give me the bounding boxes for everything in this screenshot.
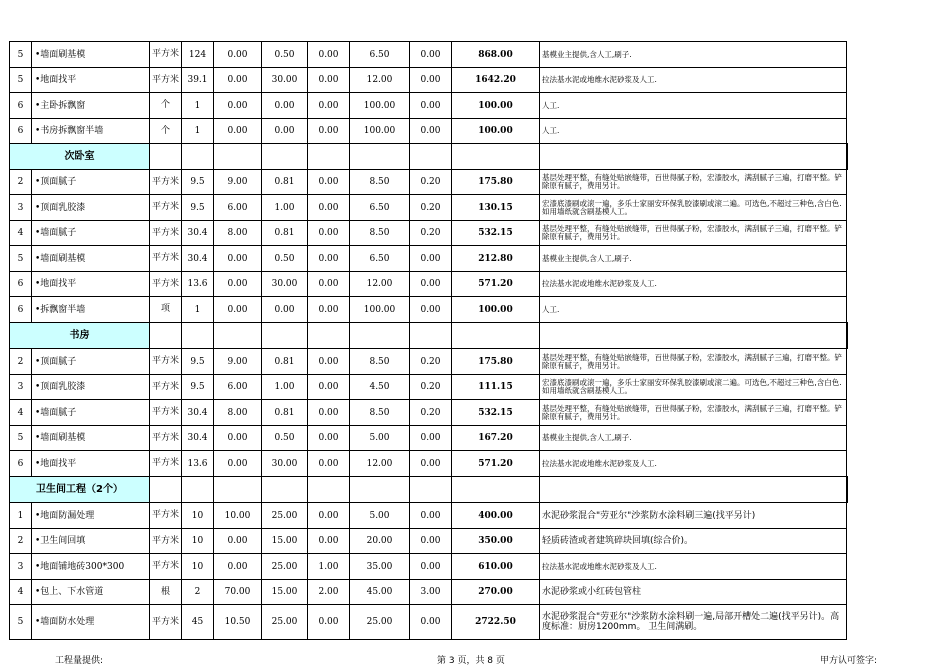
quantity: 2 — [182, 580, 214, 605]
row-number: 5 — [10, 42, 32, 68]
price-loss: 3.00 — [410, 580, 452, 605]
price-aux-material: 0.00 — [262, 93, 308, 119]
table-row — [10, 93, 847, 119]
price-aux-material: 0.00 — [262, 297, 308, 323]
price-loss: 0.20 — [410, 375, 452, 400]
item-name: •主卧拆飘窗 — [32, 93, 150, 119]
price-main-material: 0.00 — [214, 119, 262, 144]
row-number: 2 — [10, 349, 32, 375]
material-note: 基层处理平整，有缝处贴嵌缝带，百世得腻子粉，宏漆胶水，满刮腻子三遍，打磨平整。铲除原有腻子，费用另计。 — [540, 170, 847, 195]
price-machine: 0.00 — [308, 451, 350, 477]
empty-cell — [182, 144, 214, 170]
item-name: •地面铺地砖300*300 — [32, 554, 150, 580]
quantity: 30.4 — [182, 246, 214, 272]
empty-cell — [214, 477, 262, 503]
row-number: 5 — [10, 426, 32, 451]
table-row — [10, 272, 847, 297]
row-number: 5 — [10, 246, 32, 272]
empty-cell — [150, 477, 182, 503]
item-name: •墙面刷基模 — [32, 426, 150, 451]
material-note: 水泥砂浆或小红砖包管柱 — [540, 580, 847, 605]
unit: 个 — [150, 119, 182, 144]
item-name: •地面找平 — [32, 451, 150, 477]
row-number: 4 — [10, 221, 32, 246]
price-aux-material: 25.00 — [262, 605, 308, 640]
price-machine: 0.00 — [308, 195, 350, 221]
price-machine: 0.00 — [308, 68, 350, 93]
empty-cell — [182, 323, 214, 349]
table-row — [10, 400, 847, 426]
unit: 平方米 — [150, 451, 182, 477]
price-main-material: 10.00 — [214, 503, 262, 529]
price-main-material: 10.50 — [214, 605, 262, 640]
unit: 平方米 — [150, 529, 182, 554]
total-amount: 100.00 — [452, 297, 540, 323]
empty-cell — [150, 323, 182, 349]
material-note: 拉法基水泥或地维水泥砂浆及人工. — [540, 554, 847, 580]
price-loss: 0.00 — [410, 68, 452, 93]
total-amount: 532.15 — [452, 400, 540, 426]
price-aux-material: 1.00 — [262, 195, 308, 221]
unit: 平方米 — [150, 554, 182, 580]
empty-cell — [452, 477, 540, 503]
price-labor: 5.00 — [350, 426, 410, 451]
price-loss: 0.00 — [410, 246, 452, 272]
unit: 平方米 — [150, 221, 182, 246]
price-machine: 0.00 — [308, 272, 350, 297]
row-number: 5 — [10, 605, 32, 640]
price-main-material: 9.00 — [214, 170, 262, 195]
quote-table — [9, 41, 848, 640]
quantity: 10 — [182, 529, 214, 554]
material-note: 轻质砖渣或者建筑碎块回填(综合价)。 — [540, 529, 847, 554]
price-aux-material: 1.00 — [262, 375, 308, 400]
price-loss: 0.00 — [410, 93, 452, 119]
section-header — [10, 323, 847, 349]
material-note: 基模业主提供,含人工,刷子. — [540, 246, 847, 272]
total-amount: 175.80 — [452, 349, 540, 375]
section-header — [10, 477, 847, 503]
price-main-material: 8.00 — [214, 221, 262, 246]
empty-cell — [214, 323, 262, 349]
price-machine: 0.00 — [308, 221, 350, 246]
item-name: •顶面腻子 — [32, 170, 150, 195]
price-labor: 100.00 — [350, 297, 410, 323]
empty-cell — [150, 144, 182, 170]
item-name: •墙面腻子 — [32, 221, 150, 246]
table-row — [10, 580, 847, 605]
total-amount: 100.00 — [452, 93, 540, 119]
price-loss: 0.00 — [410, 554, 452, 580]
price-loss: 0.00 — [410, 272, 452, 297]
unit: 平方米 — [150, 400, 182, 426]
material-note: 人工. — [540, 297, 847, 323]
price-loss: 0.00 — [410, 605, 452, 640]
table-row — [10, 42, 847, 68]
item-name: •卫生间回填 — [32, 529, 150, 554]
price-machine: 0.00 — [308, 349, 350, 375]
empty-cell — [410, 144, 452, 170]
material-note: 拉法基水泥或地维水泥砂浆及人工. — [540, 272, 847, 297]
section-title: 书房 — [10, 323, 150, 349]
row-number: 1 — [10, 503, 32, 529]
quantity: 13.6 — [182, 451, 214, 477]
price-labor: 8.50 — [350, 400, 410, 426]
material-note: 拉法基水泥或地维水泥砂浆及人工. — [540, 451, 847, 477]
item-name: •拆飘窗半墙 — [32, 297, 150, 323]
total-amount: 175.80 — [452, 170, 540, 195]
unit: 个 — [150, 93, 182, 119]
table-row — [10, 451, 847, 477]
quantity: 1 — [182, 119, 214, 144]
price-machine: 0.00 — [308, 246, 350, 272]
material-note: 宏漆底漆刷或滚一遍，多乐士家丽安环保乳胶漆刷或滚二遍。可选色,不超过三种色,含白色.如用墙纸就含刷基模人工。 — [540, 195, 847, 221]
item-name: •墙面腻子 — [32, 400, 150, 426]
price-main-material: 0.00 — [214, 42, 262, 68]
material-note: 基层处理平整，有缝处贴嵌缝带，百世得腻子粉，宏漆胶水，满刮腻子三遍，打磨平整。铲除原有腻子，费用另计。 — [540, 400, 847, 426]
price-labor: 12.00 — [350, 451, 410, 477]
total-amount: 868.00 — [452, 42, 540, 68]
footer-left: 工程量提供: — [55, 656, 104, 666]
price-labor: 8.50 — [350, 349, 410, 375]
quantity: 9.5 — [182, 170, 214, 195]
row-number: 4 — [10, 580, 32, 605]
table-row — [10, 170, 847, 195]
price-labor: 45.00 — [350, 580, 410, 605]
empty-cell — [540, 477, 847, 503]
row-number: 6 — [10, 297, 32, 323]
price-machine: 0.00 — [308, 297, 350, 323]
total-amount: 270.00 — [452, 580, 540, 605]
price-labor: 5.00 — [350, 503, 410, 529]
empty-cell — [350, 144, 410, 170]
unit: 平方米 — [150, 68, 182, 93]
price-main-material: 0.00 — [214, 68, 262, 93]
price-machine: 0.00 — [308, 426, 350, 451]
empty-cell — [308, 144, 350, 170]
unit: 平方米 — [150, 42, 182, 68]
total-amount: 111.15 — [452, 375, 540, 400]
price-labor: 35.00 — [350, 554, 410, 580]
material-note: 基层处理平整，有缝处贴嵌缝带，百世得腻子粉，宏漆胶水，满刮腻子三遍，打磨平整。铲除原有腻子，费用另计。 — [540, 349, 847, 375]
empty-cell — [350, 323, 410, 349]
footer-right: 甲方认可签字: — [820, 656, 878, 666]
table-row — [10, 554, 847, 580]
price-loss: 0.00 — [410, 503, 452, 529]
quantity: 39.1 — [182, 68, 214, 93]
price-main-material: 6.00 — [214, 195, 262, 221]
quantity: 45 — [182, 605, 214, 640]
total-amount: 1642.20 — [452, 68, 540, 93]
total-amount: 571.20 — [452, 272, 540, 297]
price-main-material: 6.00 — [214, 375, 262, 400]
price-main-material: 0.00 — [214, 246, 262, 272]
item-name: •包上、下水管道 — [32, 580, 150, 605]
quantity: 10 — [182, 554, 214, 580]
item-name: •墙面防水处理 — [32, 605, 150, 640]
price-machine: 2.00 — [308, 580, 350, 605]
price-labor: 8.50 — [350, 170, 410, 195]
price-labor: 6.50 — [350, 246, 410, 272]
empty-cell — [410, 477, 452, 503]
price-labor: 25.00 — [350, 605, 410, 640]
section-header — [10, 144, 847, 170]
quantity: 9.5 — [182, 349, 214, 375]
table-row — [10, 221, 847, 246]
row-number: 4 — [10, 400, 32, 426]
empty-cell — [540, 144, 847, 170]
unit: 平方米 — [150, 349, 182, 375]
material-note: 基模业主提供,含人工,刷子. — [540, 426, 847, 451]
table-row — [10, 119, 847, 144]
empty-cell — [308, 323, 350, 349]
price-aux-material: 0.81 — [262, 400, 308, 426]
material-note: 水泥砂浆混合"劳亚尔"沙浆防水涂料刷三遍(找平另计) — [540, 503, 847, 529]
price-loss: 0.00 — [410, 426, 452, 451]
price-aux-material: 0.00 — [262, 119, 308, 144]
total-amount: 400.00 — [452, 503, 540, 529]
unit: 平方米 — [150, 246, 182, 272]
total-amount: 610.00 — [452, 554, 540, 580]
quantity: 30.4 — [182, 426, 214, 451]
item-name: •地面找平 — [32, 68, 150, 93]
empty-cell — [308, 477, 350, 503]
table-row — [10, 605, 847, 640]
material-note: 拉法基水泥或地维水泥砂浆及人工. — [540, 68, 847, 93]
section-title: 次卧室 — [10, 144, 150, 170]
quantity: 30.4 — [182, 400, 214, 426]
unit: 平方米 — [150, 170, 182, 195]
price-machine: 0.00 — [308, 119, 350, 144]
price-machine: 1.00 — [308, 554, 350, 580]
row-number: 6 — [10, 272, 32, 297]
material-note: 基模业主提供,含人工,刷子. — [540, 42, 847, 68]
quantity: 9.5 — [182, 195, 214, 221]
quantity: 13.6 — [182, 272, 214, 297]
price-loss: 0.00 — [410, 42, 452, 68]
empty-cell — [182, 477, 214, 503]
empty-cell — [452, 323, 540, 349]
price-labor: 12.00 — [350, 272, 410, 297]
row-number: 6 — [10, 119, 32, 144]
price-aux-material: 25.00 — [262, 554, 308, 580]
price-aux-material: 0.81 — [262, 221, 308, 246]
table-row — [10, 297, 847, 323]
unit: 平方米 — [150, 503, 182, 529]
item-name: •书房拆飘窗半墙 — [32, 119, 150, 144]
row-number: 2 — [10, 529, 32, 554]
table-row — [10, 68, 847, 93]
material-note: 人工. — [540, 93, 847, 119]
empty-cell — [214, 144, 262, 170]
item-name: •顶面乳胶漆 — [32, 375, 150, 400]
unit: 平方米 — [150, 426, 182, 451]
price-loss: 0.20 — [410, 400, 452, 426]
row-number: 3 — [10, 375, 32, 400]
price-main-material: 8.00 — [214, 400, 262, 426]
price-loss: 0.20 — [410, 195, 452, 221]
price-aux-material: 30.00 — [262, 272, 308, 297]
item-name: •顶面乳胶漆 — [32, 195, 150, 221]
row-number: 3 — [10, 195, 32, 221]
table-row — [10, 375, 847, 400]
price-main-material: 9.00 — [214, 349, 262, 375]
material-note: 宏漆底漆刷或滚一遍，多乐士家丽安环保乳胶漆刷或滚二遍。可选色,不超过三种色,含白色.如用墙纸就含刷基模人工。 — [540, 375, 847, 400]
item-name: •墙面刷基模 — [32, 42, 150, 68]
item-name: •地面防漏处理 — [32, 503, 150, 529]
price-machine: 0.00 — [308, 605, 350, 640]
total-amount: 130.15 — [452, 195, 540, 221]
table-row — [10, 246, 847, 272]
empty-cell — [262, 144, 308, 170]
material-note: 人工. — [540, 119, 847, 144]
footer-page-number: 第 3 页，共 8 页 — [437, 656, 505, 666]
price-labor: 100.00 — [350, 93, 410, 119]
price-labor: 8.50 — [350, 221, 410, 246]
unit: 项 — [150, 297, 182, 323]
price-main-material: 0.00 — [214, 451, 262, 477]
table-row — [10, 426, 847, 451]
price-labor: 6.50 — [350, 195, 410, 221]
price-main-material: 70.00 — [214, 580, 262, 605]
price-loss: 0.00 — [410, 297, 452, 323]
item-name: •地面找平 — [32, 272, 150, 297]
price-aux-material: 15.00 — [262, 580, 308, 605]
total-amount: 100.00 — [452, 119, 540, 144]
price-machine: 0.00 — [308, 93, 350, 119]
quantity: 30.4 — [182, 221, 214, 246]
price-loss: 0.20 — [410, 170, 452, 195]
material-note: 水泥砂浆混合"劳亚尔"沙浆防水涂料刷一遍,局部开槽处二遍(找平另计)。高度标准：厨房1200mm。 卫生间满刷。 — [540, 605, 847, 640]
price-aux-material: 0.50 — [262, 426, 308, 451]
price-aux-material: 15.00 — [262, 529, 308, 554]
total-amount: 212.80 — [452, 246, 540, 272]
unit: 平方米 — [150, 375, 182, 400]
quantity: 124 — [182, 42, 214, 68]
empty-cell — [262, 323, 308, 349]
table-row — [10, 529, 847, 554]
price-main-material: 0.00 — [214, 554, 262, 580]
price-aux-material: 0.50 — [262, 42, 308, 68]
price-aux-material: 30.00 — [262, 451, 308, 477]
price-aux-material: 0.81 — [262, 349, 308, 375]
empty-cell — [540, 323, 847, 349]
total-amount: 2722.50 — [452, 605, 540, 640]
price-main-material: 0.00 — [214, 297, 262, 323]
empty-cell — [410, 323, 452, 349]
price-aux-material: 30.00 — [262, 68, 308, 93]
unit: 平方米 — [150, 272, 182, 297]
total-amount: 350.00 — [452, 529, 540, 554]
price-labor: 20.00 — [350, 529, 410, 554]
quantity: 9.5 — [182, 375, 214, 400]
row-number: 5 — [10, 68, 32, 93]
total-amount: 532.15 — [452, 221, 540, 246]
price-main-material: 0.00 — [214, 529, 262, 554]
unit: 平方米 — [150, 605, 182, 640]
table-row — [10, 503, 847, 529]
item-name: •墙面刷基模 — [32, 246, 150, 272]
price-labor: 6.50 — [350, 42, 410, 68]
quantity: 1 — [182, 93, 214, 119]
price-labor: 100.00 — [350, 119, 410, 144]
price-machine: 0.00 — [308, 400, 350, 426]
price-labor: 12.00 — [350, 68, 410, 93]
price-loss: 0.20 — [410, 221, 452, 246]
table-row — [10, 349, 847, 375]
price-aux-material: 25.00 — [262, 503, 308, 529]
price-aux-material: 0.50 — [262, 246, 308, 272]
row-number: 6 — [10, 451, 32, 477]
quantity: 1 — [182, 297, 214, 323]
material-note: 基层处理平整，有缝处贴嵌缝带，百世得腻子粉，宏漆胶水，满刮腻子三遍，打磨平整。铲除原有腻子，费用另计。 — [540, 221, 847, 246]
price-main-material: 0.00 — [214, 93, 262, 119]
price-machine: 0.00 — [308, 42, 350, 68]
empty-cell — [262, 477, 308, 503]
price-aux-material: 0.81 — [262, 170, 308, 195]
empty-cell — [452, 144, 540, 170]
table-row — [10, 195, 847, 221]
price-machine: 0.00 — [308, 375, 350, 400]
price-loss: 0.00 — [410, 119, 452, 144]
price-machine: 0.00 — [308, 170, 350, 195]
row-number: 6 — [10, 93, 32, 119]
unit: 平方米 — [150, 195, 182, 221]
unit: 根 — [150, 580, 182, 605]
total-amount: 167.20 — [452, 426, 540, 451]
price-main-material: 0.00 — [214, 272, 262, 297]
price-loss: 0.00 — [410, 529, 452, 554]
price-machine: 0.00 — [308, 529, 350, 554]
item-name: •顶面腻子 — [32, 349, 150, 375]
quantity: 10 — [182, 503, 214, 529]
price-machine: 0.00 — [308, 503, 350, 529]
price-loss: 0.00 — [410, 451, 452, 477]
row-number: 2 — [10, 170, 32, 195]
section-title: 卫生间工程（2个） — [10, 477, 150, 503]
price-main-material: 0.00 — [214, 426, 262, 451]
price-labor: 4.50 — [350, 375, 410, 400]
price-loss: 0.20 — [410, 349, 452, 375]
row-number: 3 — [10, 554, 32, 580]
total-amount: 571.20 — [452, 451, 540, 477]
empty-cell — [350, 477, 410, 503]
